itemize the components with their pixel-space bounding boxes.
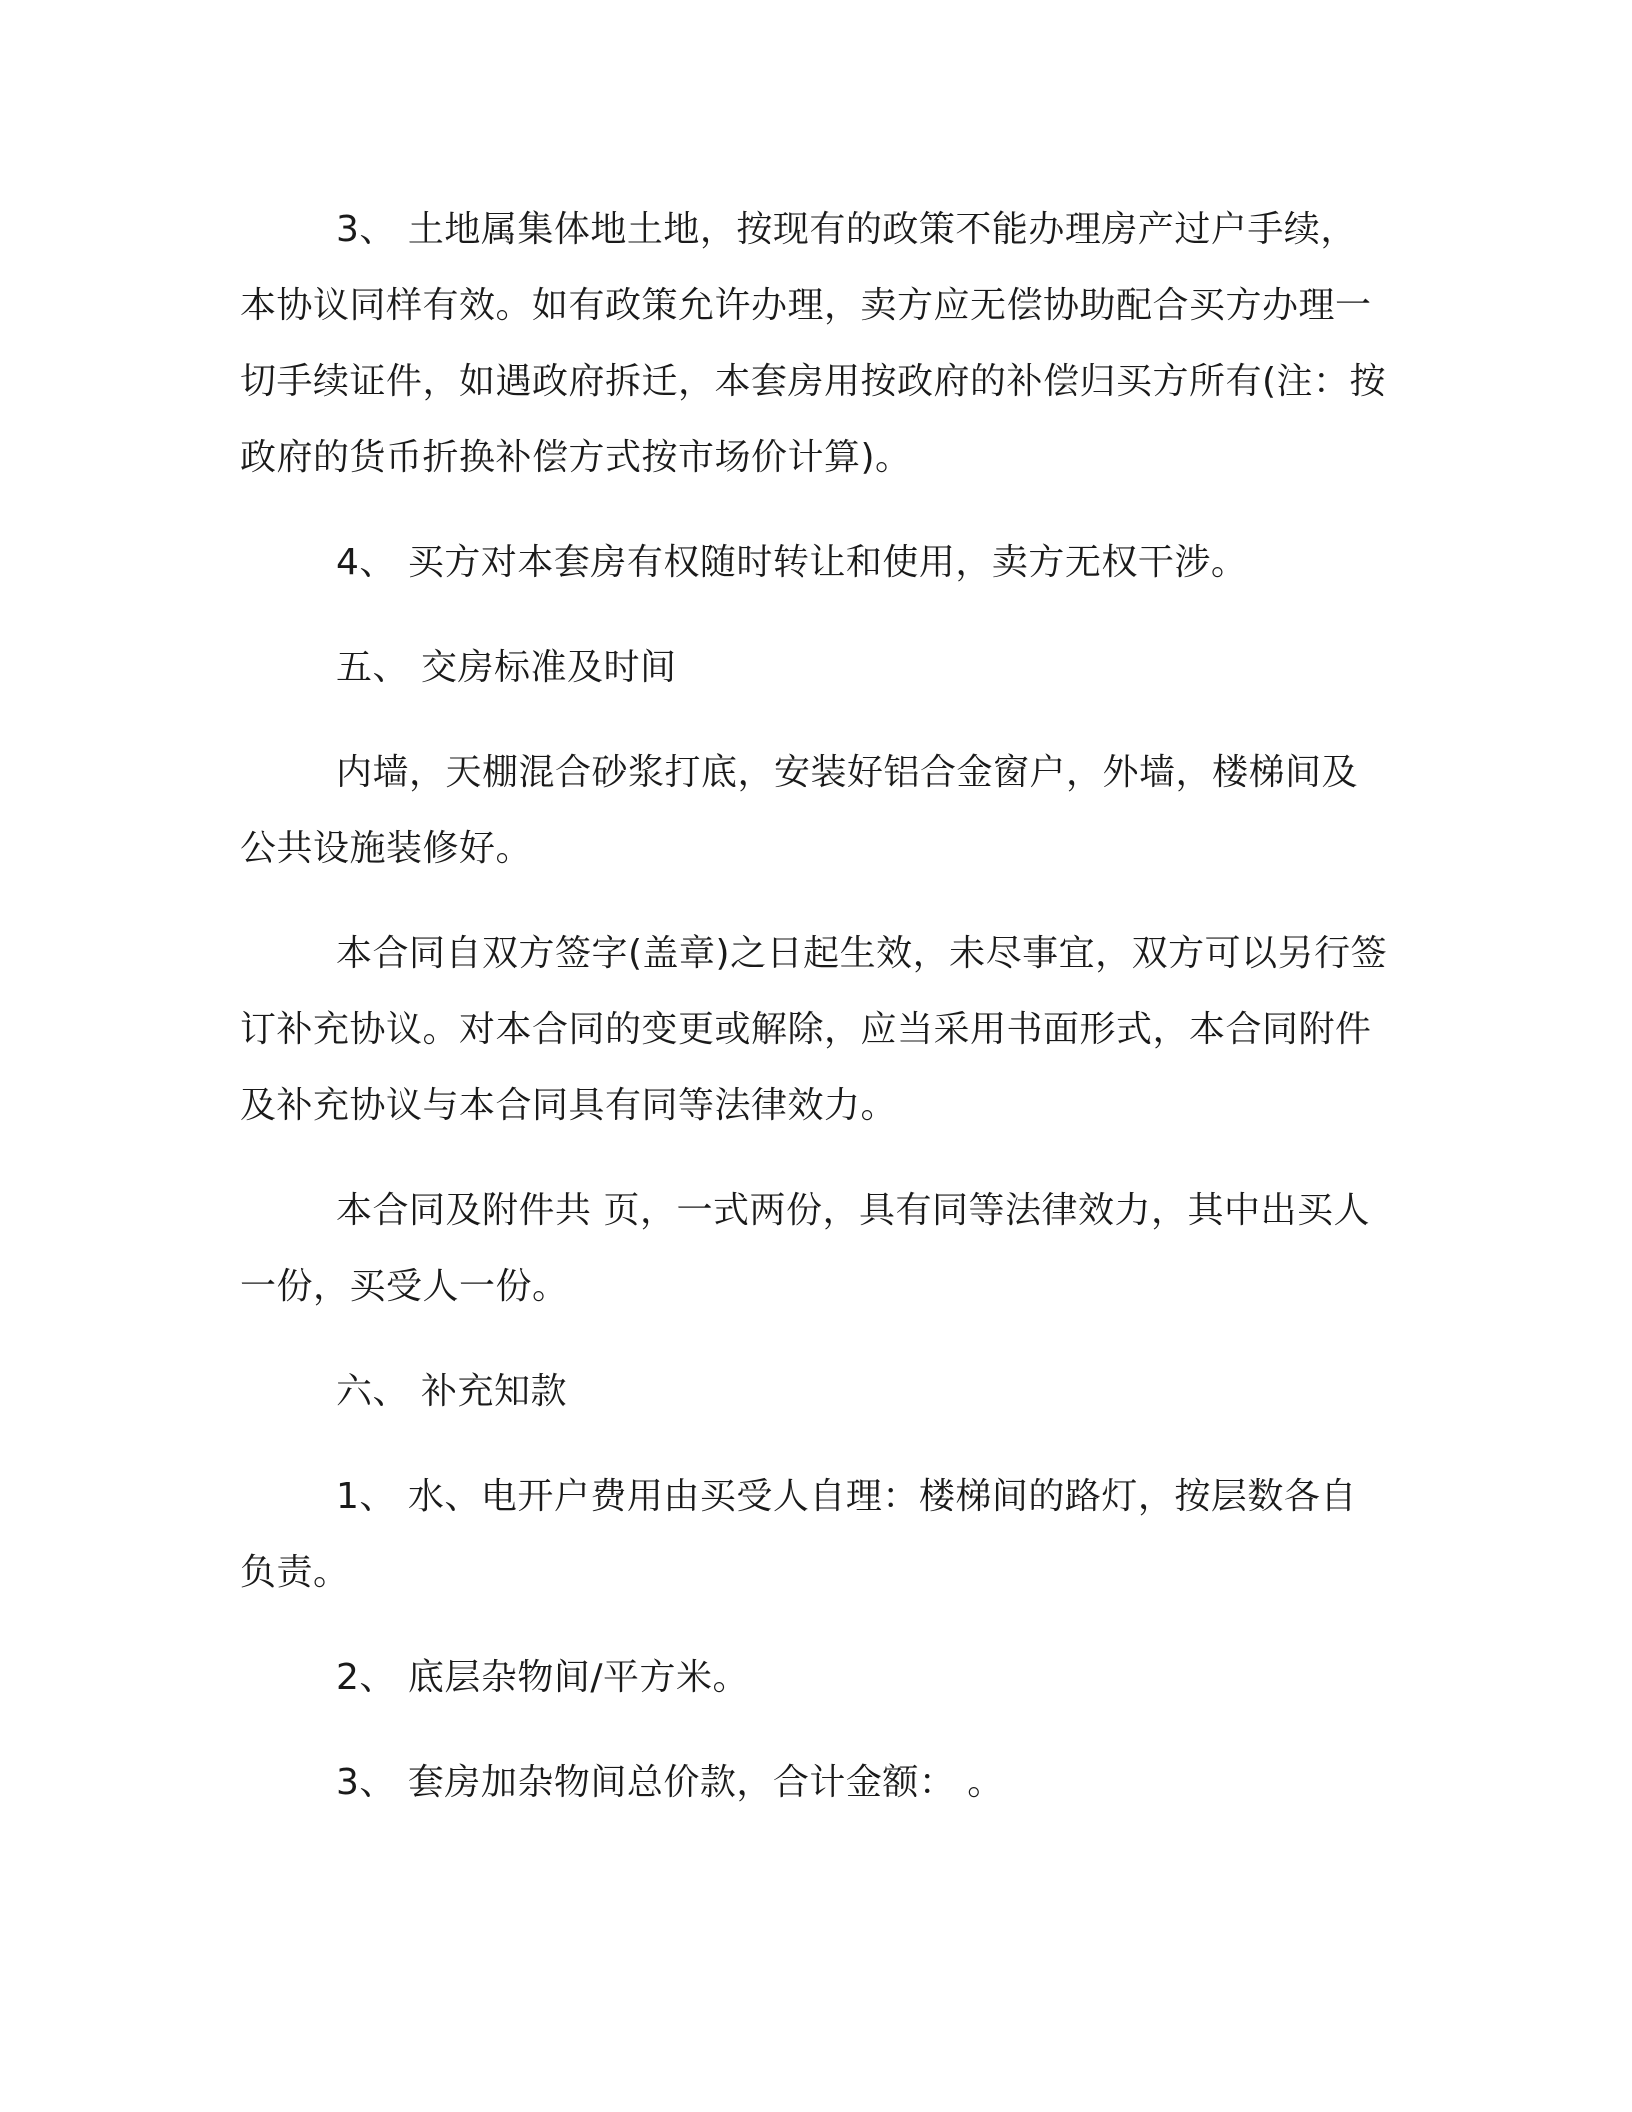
paragraph-clause-3-land: 3、 土地属集体地土地，按现有的政策不能办理房产过户手续，本协议同样有效。如有政策允许办理，卖方应无偿协助配合买方办理一切手续证件，如遇政府拆迁，本套房用按政府的补偿归买方所有(注：按政府的货币折换补偿方式按市场价计算)。 (240, 209, 1387, 478)
document-body (240, 192, 1390, 1821)
paragraph-supplementary-1: 1、 水、电开户费用由买受人自理：楼梯间的路灯，按层数各自负责。 (240, 1476, 1357, 1593)
paragraph-supplementary-2: 2、 底层杂物间/平方米。 (336, 1657, 749, 1698)
paragraph-delivery-details: 内墙，天棚混合砂浆打底，安装好铝合金窗户，外墙，楼梯间及公共设施装修好。 (240, 752, 1359, 869)
section-heading-delivery-standard: 五、 交房标准及时间 (336, 647, 677, 688)
paragraph-contract-effect: 本合同自双方签字(盖章)之日起生效，未尽事宜，双方可以另行签订补充协议。对本合同的变更或解除，应当采用书面形式，本合同附件及补充协议与本合同具有同等法律效力。 (240, 933, 1388, 1126)
paragraph-supplementary-3: 3、 套房加杂物间总价款，合计金额： 。 (336, 1762, 1004, 1803)
paragraph-contract-copies: 本合同及附件共 页，一式两份，具有同等法律效力，其中出买人一份，买受人一份。 (240, 1190, 1370, 1307)
section-heading-supplementary-terms: 六、 补充知款 (336, 1371, 567, 1412)
paragraph-clause-4-transfer: 4、 买方对本套房有权随时转让和使用，卖方无权干涉。 (336, 542, 1248, 583)
